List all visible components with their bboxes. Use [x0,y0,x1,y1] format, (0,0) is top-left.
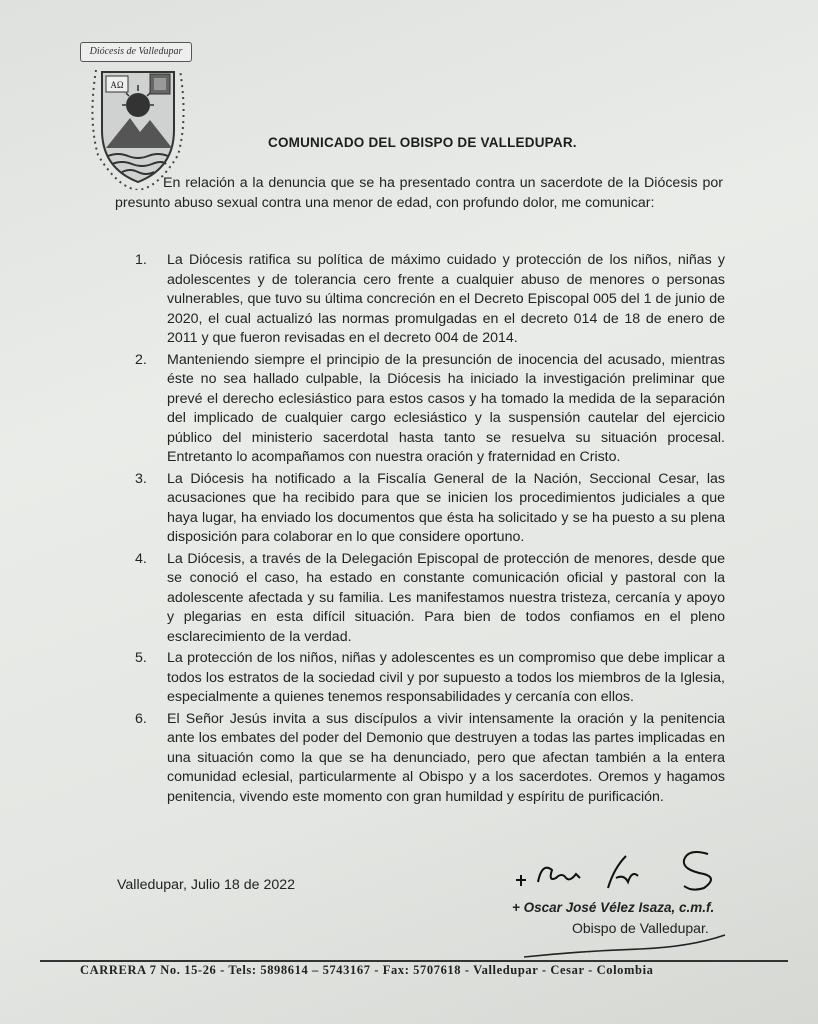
item-number: 6. [135,710,147,727]
item-number: 3. [135,470,147,487]
list-item [135,550,725,648]
signer-name: + Oscar José Vélez Isaza, c.m.f. [512,900,715,915]
footer-address: CARRERA 7 No. 15-26 - Tels: 5898614 – 5743167 - Fax: 5707618 - Valledupar - Cesar - Colombia [80,963,654,977]
item-number: 1. [135,252,147,268]
item-number: 2. [135,351,147,368]
coat-of-arms-icon [78,60,198,190]
item-text: La Diócesis ratifica su política de máximo cuidado y protección de los niños, niñas y adolescentes y de tolerancia cero frente a cualquier abuso de menores o personas vulnerables, que tuvo su última concreción en el Decreto Episcopal 005 del 1 de junio de 2020, el cual actualizó las normas promulgadas en el decreto 014 de 18 de enero de 2011 y que fueron revisadas en el decreto 004 de 2014. [167,252,725,346]
ink-stroke-icon [520,925,750,965]
alpha-omega-text: AΩ [110,80,124,90]
signer-title: Obispo de Valledupar. [572,920,709,936]
item-text: El Señor Jesús invita a sus discípulos a vivir intensamente la oración y la penitencia ante los embates del poder del Demonio que destruyen a todas las partes implicadas en una situación como la que se ha denunciado, pero que afectan también a la entera comunidad eclesial, particularmente al Obispo y a los sacerdotes. Oremos y hagamos penitencia, vivendo este momento con gran humildad y espíritu de purificación. [167,710,725,805]
list-item [135,470,725,548]
item-number: 4. [135,550,147,567]
item-text: La Diócesis ha notificado a la Fiscalía General de la Nación, Seccional Cesar, las acusaciones que ha recibido para que se inicien los procedimientos judiciales a que haya lugar, ha enviado los documentos que ésta ha solicitado y se ha puesto a su plena disposición para colaborar en lo que considere oportuno. [167,470,725,545]
statement-list [135,251,725,807]
item-text: Manteniendo siempre el principio de la presunción de inocencia del acusado, mientras éste no sea hallado culpable, la Diócesis ha iniciado la investigación preliminar que prevé el derecho eclesiástico para estos casos y ha tomado la medida de la separación del implicado de cualquier cargo eclesiástico y la suspensión cautelar del ejercicio público del ministerio sacerdotal hasta tanto se resuelva su situación procesal. Entretanto lo acompañamos con nuestra oración y fraternidad en Cristo. [167,351,725,465]
footer-divider [40,960,788,962]
diocese-crest [78,40,198,190]
item-number: 5. [135,650,147,666]
list-item [135,251,725,349]
place-and-date: Valledupar, Julio 18 de 2022 [117,877,296,893]
handwritten-signature-icon [508,848,738,898]
item-text: La Diócesis, a través de la Delegación Episcopal de protección de menores, desde que se conoció el caso, ha estado en constante comunicación oficial y pastoral con la adolescente afectada y su familia. Les manifestamos nuestra tristeza, cercanía y apoyo y plegarias en esta difícil situación. Para bien de todos confiamos en el pleno esclarecimiento de la verdad. [167,550,725,645]
list-item [135,351,725,468]
crest-banner: Diócesis de Valledupar [80,42,192,62]
intro-paragraph [115,174,723,213]
document-title: COMUNICADO DEL OBISPO DE VALLEDUPAR. [268,135,577,150]
list-item [135,649,725,708]
item-text: La protección de los niños, niñas y adolescentes es un compromiso que debe implicar a todos los estratos de la sociedad civil y por supuesto a todos los miembros de la Iglesia, especialmente a quienes tenemos responsabilidades y cercanía con ellos. [167,650,725,705]
intro-text: En relación a la denuncia que se ha presentado contra un sacerdote de la Diócesis por presunto abuso sexual contra una menor de edad, con profundo dolor, me comunicar: [115,175,723,211]
list-item [135,710,725,808]
